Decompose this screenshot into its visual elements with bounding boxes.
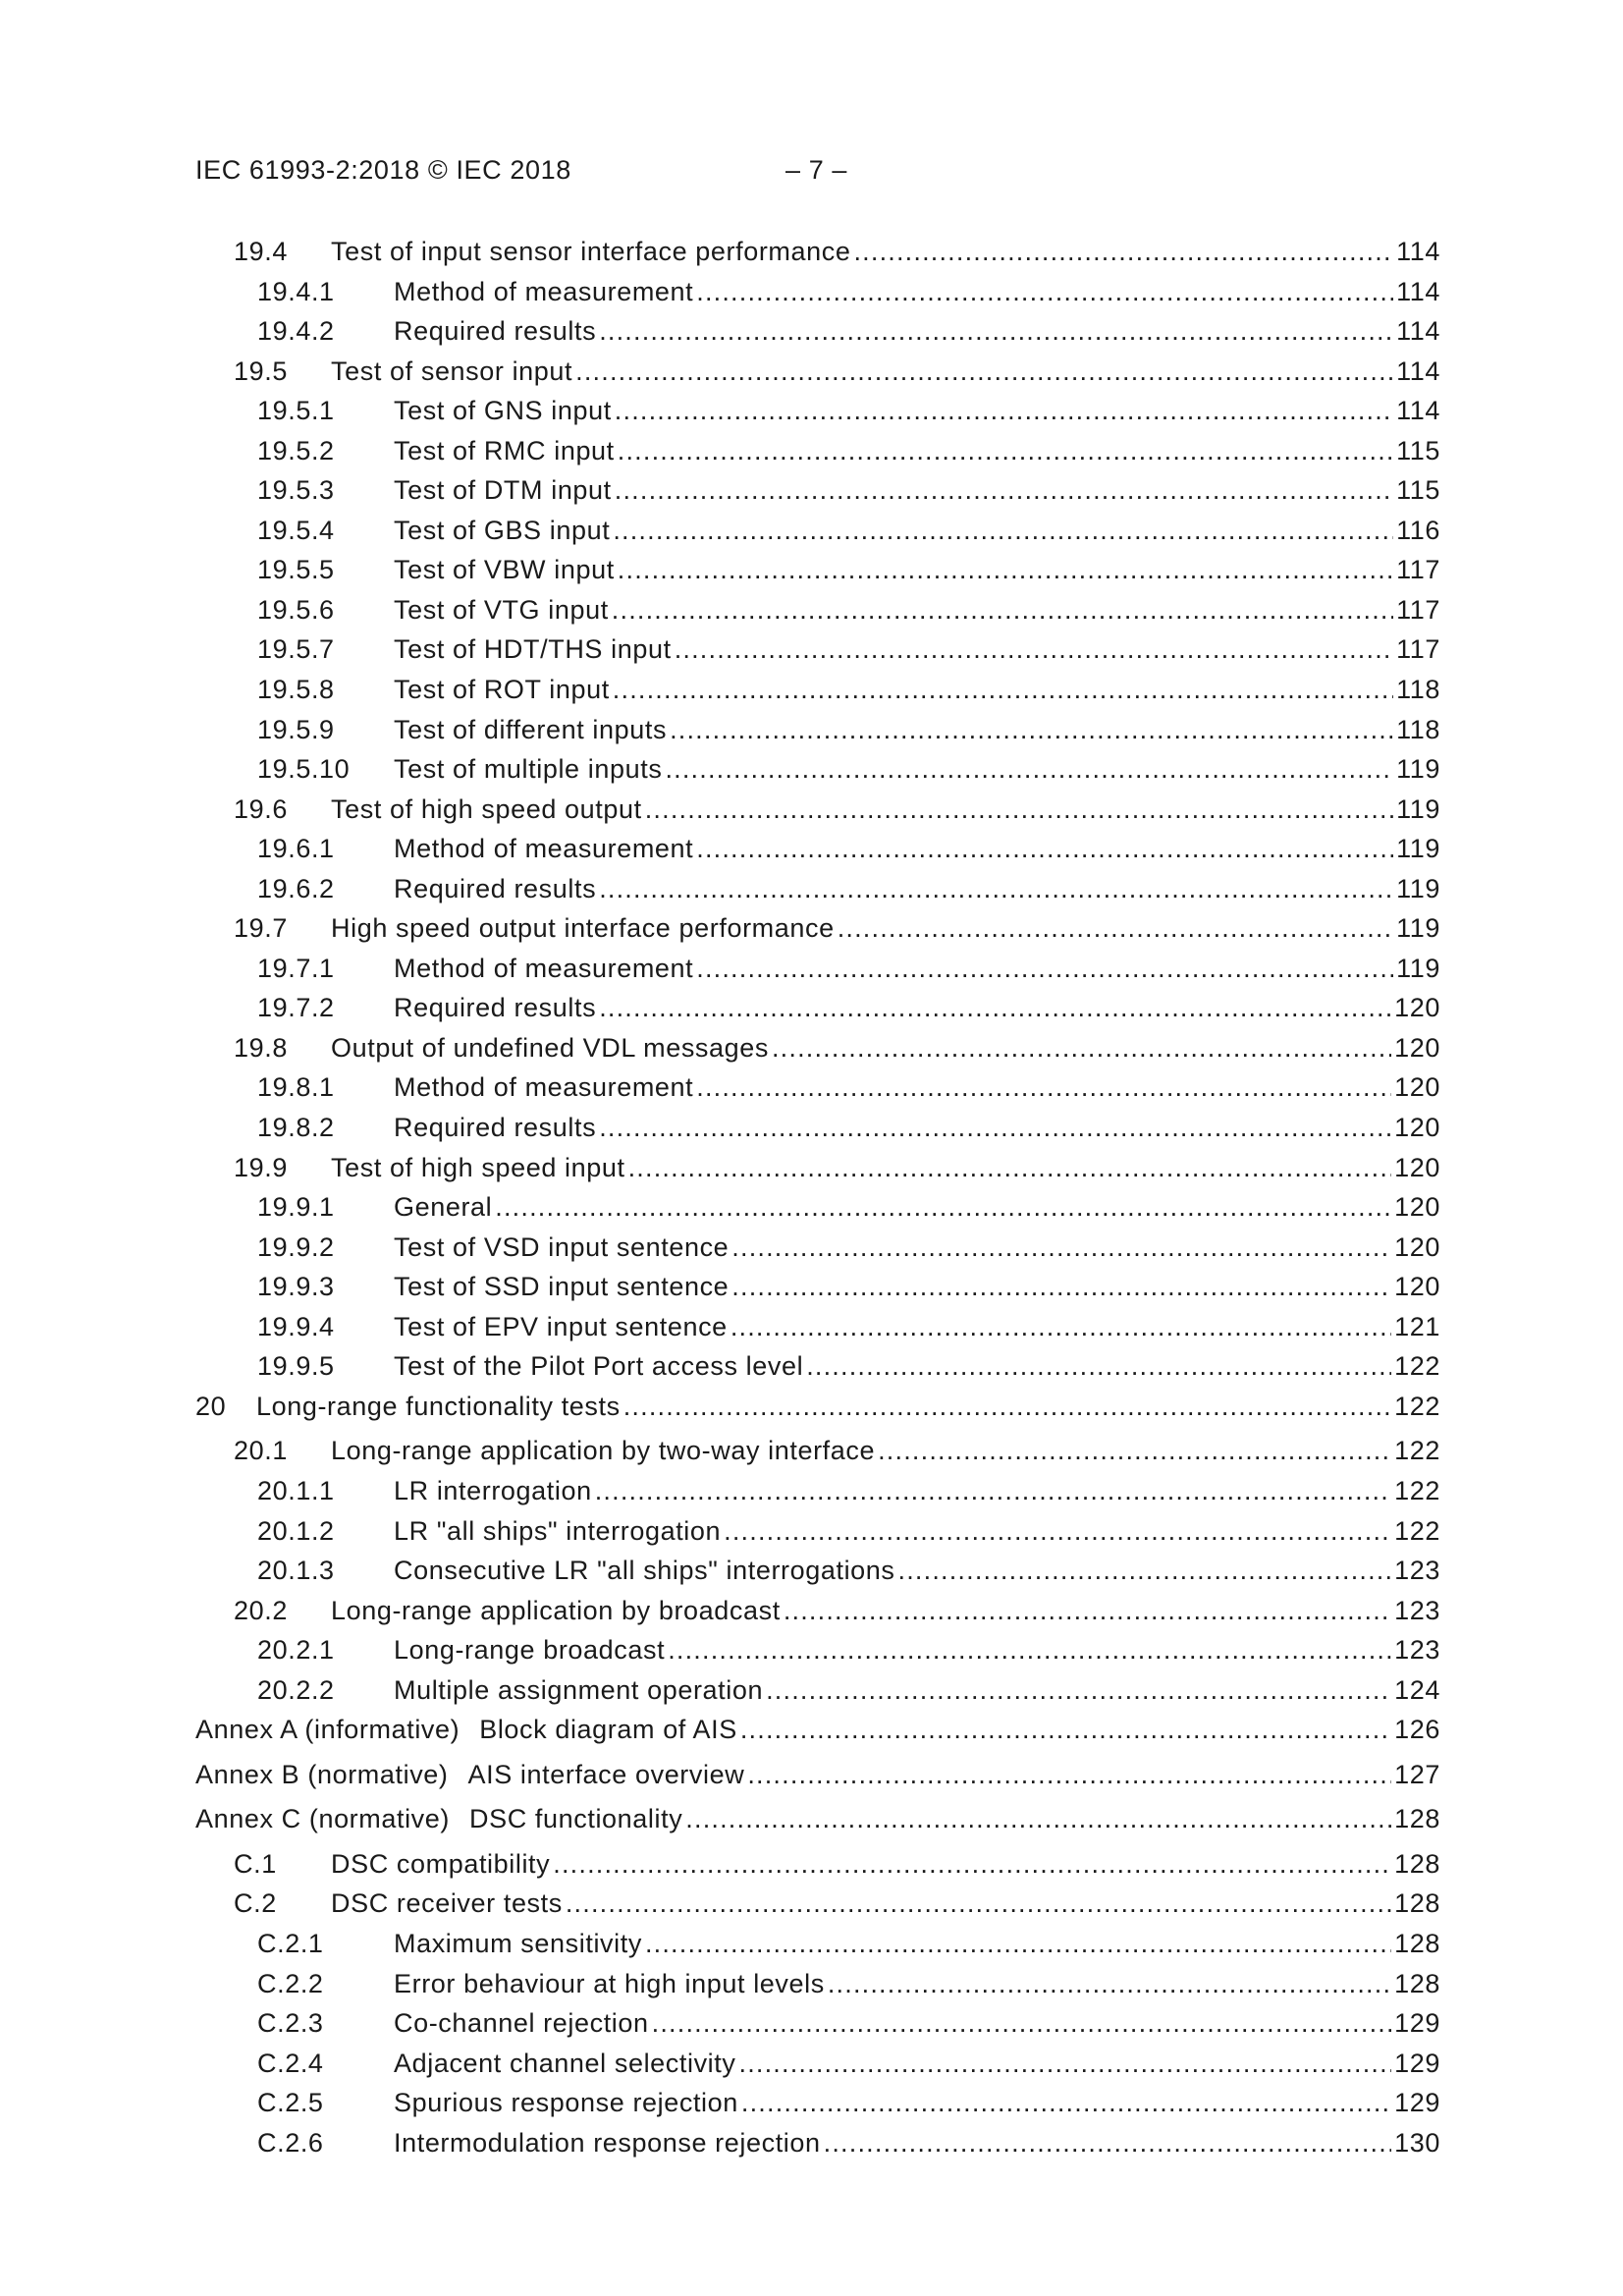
toc-entry-page: 119 <box>1396 793 1440 824</box>
toc-entry[interactable] <box>195 749 1440 790</box>
toc-entry[interactable] <box>195 311 1440 352</box>
toc-entry-page: 128 <box>1394 1848 1440 1879</box>
toc-entry-number: 20.2.1 <box>257 1635 335 1666</box>
toc-entry-title: Long-range application by broadcast <box>331 1595 781 1625</box>
toc-entry-page: 120 <box>1394 1113 1440 1143</box>
toc-entry[interactable] <box>195 1267 1440 1307</box>
toc-entry[interactable] <box>195 1387 1440 1427</box>
toc-entry-number: 19.5.2 <box>257 435 335 465</box>
toc-entry-number: 19.6.1 <box>257 834 335 864</box>
toc-entry-title: Consecutive LR "all ships" interrogations <box>394 1556 895 1586</box>
toc-dot-leader <box>747 1755 1391 1795</box>
toc-entry-title: Method of measurement <box>394 834 694 864</box>
toc-entry-number: C.2.6 <box>257 2127 324 2158</box>
toc-entry-title: Test of EPV input sentence <box>394 1311 728 1341</box>
toc-entry-page: 122 <box>1394 1351 1440 1382</box>
toc-entry[interactable] <box>195 1630 1440 1670</box>
toc-dot-leader <box>599 311 1393 352</box>
toc-entry-title: Co-channel rejection <box>394 2008 649 2039</box>
toc-entry[interactable] <box>195 352 1440 392</box>
toc-entry-title: Test of VTG input <box>394 594 609 625</box>
toc-entry-title: Maximum sensitivity <box>394 1928 642 1958</box>
toc-entry-number: 20.1.2 <box>257 1515 335 1546</box>
toc-entry-page: 114 <box>1396 237 1440 266</box>
toc-dot-leader <box>878 1431 1391 1471</box>
toc-dot-leader <box>553 1844 1391 1885</box>
toc-dot-leader <box>766 1670 1391 1711</box>
toc-entry-number: 19.8.2 <box>257 1113 335 1143</box>
toc-entry[interactable] <box>195 1710 1440 1750</box>
toc-entry-page: 117 <box>1396 555 1440 585</box>
toc-entry-title: LR "all ships" interrogation <box>394 1515 722 1546</box>
toc-dot-leader <box>645 1924 1391 1964</box>
toc-entry-title: DSC receiver tests <box>331 1888 563 1919</box>
toc-entry-number: 19.5.1 <box>257 396 335 426</box>
toc-entry-title: AIS interface overview <box>467 1759 745 1789</box>
toc-dot-leader <box>740 1710 1391 1750</box>
toc-entry[interactable] <box>195 1067 1440 1108</box>
toc-dot-leader <box>623 1387 1391 1427</box>
toc-entry-number: C.2.4 <box>257 2048 324 2078</box>
toc-entry[interactable] <box>195 1884 1440 1924</box>
toc-dot-leader <box>652 2003 1392 2044</box>
toc-entry-number: 20.1 <box>234 1436 288 1466</box>
toc-dot-leader <box>784 1591 1391 1631</box>
toc-dot-leader <box>612 590 1393 630</box>
toc-dot-leader <box>772 1028 1391 1068</box>
toc-entry[interactable] <box>195 1228 1440 1268</box>
toc-dot-leader <box>566 1884 1391 1924</box>
toc-entry-title: Test of multiple inputs <box>394 754 663 785</box>
toc-entry-page: 120 <box>1394 1152 1440 1182</box>
toc-entry-title: Test of input sensor interface performance <box>331 237 851 266</box>
toc-entry-page: 121 <box>1394 1311 1440 1341</box>
toc-entry[interactable] <box>195 1844 1440 1885</box>
toc-entry-page: 117 <box>1396 634 1440 665</box>
toc-entry[interactable] <box>195 1591 1440 1631</box>
toc-entry-number: 19.7 <box>234 913 288 944</box>
toc-entry-title: DSC compatibility <box>331 1848 551 1879</box>
toc-entry[interactable] <box>195 232 1440 272</box>
toc-entry-page: 116 <box>1396 515 1440 545</box>
toc-dot-leader <box>696 272 1393 312</box>
toc-dot-leader <box>898 1551 1392 1591</box>
toc-dot-leader <box>685 1799 1391 1839</box>
toc-dot-leader <box>575 352 1393 392</box>
toc-entry-number: 19.6.2 <box>257 873 335 903</box>
toc-entry-number: 19.5.5 <box>257 555 335 585</box>
toc-entry-page: 126 <box>1394 1715 1440 1745</box>
toc-entry-title: Test of VBW input <box>394 555 615 585</box>
toc-entry[interactable] <box>195 949 1440 989</box>
toc-entry[interactable] <box>195 710 1440 750</box>
toc-entry-number: 19.5.10 <box>257 754 351 785</box>
toc-entry[interactable] <box>195 1187 1440 1228</box>
toc-entry-number: Annex B (normative) <box>195 1759 449 1789</box>
toc-dot-leader <box>731 1267 1391 1307</box>
toc-entry-page: 119 <box>1396 953 1440 983</box>
toc-entry[interactable] <box>195 1431 1440 1471</box>
toc-entry[interactable] <box>195 391 1440 431</box>
toc-entry-page: 129 <box>1394 2048 1440 2078</box>
toc-dot-leader <box>806 1346 1391 1387</box>
toc-entry-page: 114 <box>1396 396 1440 426</box>
toc-entry[interactable] <box>195 272 1440 312</box>
toc-entry-page: 128 <box>1394 1968 1440 1998</box>
toc-entry-page: 128 <box>1394 1804 1440 1834</box>
toc-dot-leader <box>696 829 1393 869</box>
toc-entry-title: LR interrogation <box>394 1475 592 1505</box>
toc-entry-page: 123 <box>1394 1556 1440 1586</box>
toc-entry-number: 19.5.3 <box>257 475 335 506</box>
toc-entry-title: Test of DTM input <box>394 475 612 506</box>
toc-dot-leader <box>665 749 1393 790</box>
toc-entry-number: C.2 <box>234 1888 277 1919</box>
toc-entry-title: Required results <box>394 993 597 1023</box>
toc-entry[interactable] <box>195 2044 1440 2084</box>
toc-entry[interactable] <box>195 1108 1440 1148</box>
toc-entry[interactable] <box>195 790 1440 830</box>
toc-dot-leader <box>495 1187 1391 1228</box>
toc-entry-number: 19.6 <box>234 793 288 824</box>
toc-entry-title: Error behaviour at high input levels <box>394 1968 825 1998</box>
toc-entry[interactable] <box>195 1924 1440 1964</box>
toc-entry-title: Long-range application by two-way interface <box>331 1436 876 1466</box>
toc-entry[interactable] <box>195 869 1440 909</box>
toc-dot-leader <box>618 431 1393 471</box>
toc-entry-page: 120 <box>1394 1072 1440 1103</box>
toc-entry-number: 19.5 <box>234 355 288 386</box>
toc-entry-title: Block diagram of AIS <box>479 1715 737 1745</box>
toc-entry-number: 20 <box>195 1391 227 1421</box>
toc-dot-leader <box>730 1307 1391 1347</box>
toc-dot-leader <box>599 869 1393 909</box>
document-id: IEC 61993-2:2018 © IEC 2018 <box>195 155 571 185</box>
toc-entry[interactable] <box>195 1964 1440 2004</box>
toc-entry-number: 19.8 <box>234 1032 288 1063</box>
toc-entry[interactable] <box>195 908 1440 949</box>
toc-dot-leader <box>731 1228 1391 1268</box>
toc-entry-title: Long-range functionality tests <box>256 1391 621 1421</box>
toc-entry-number: 19.7.1 <box>257 953 335 983</box>
toc-dot-leader <box>838 908 1393 949</box>
toc-entry-number: 19.7.2 <box>257 993 335 1023</box>
toc-entry[interactable] <box>195 1551 1440 1591</box>
toc-entry-number: C.2.3 <box>257 2008 324 2039</box>
toc-entry-page: 123 <box>1394 1595 1440 1625</box>
toc-entry[interactable] <box>195 1028 1440 1068</box>
toc-entry-page: 120 <box>1394 993 1440 1023</box>
toc-entry[interactable] <box>195 670 1440 710</box>
toc-entry[interactable] <box>195 2123 1440 2163</box>
toc-entry-number: 19.5.8 <box>257 675 335 705</box>
toc-entry-title: Test of different inputs <box>394 714 668 744</box>
toc-entry-title: Spurious response rejection <box>394 2088 738 2118</box>
toc-entry-page: 120 <box>1394 1272 1440 1302</box>
toc-dot-leader <box>675 629 1393 670</box>
toc-entry-number: C.1 <box>234 1848 277 1879</box>
toc-dot-leader <box>670 710 1393 750</box>
toc-entry[interactable] <box>195 1511 1440 1552</box>
toc-entry-title: Test of ROT input <box>394 675 610 705</box>
toc-dot-leader <box>828 1964 1391 2004</box>
toc-entry[interactable] <box>195 1307 1440 1347</box>
toc-entry[interactable] <box>195 590 1440 630</box>
toc-entry-number: 19.9.3 <box>257 1272 335 1302</box>
toc-entry[interactable] <box>195 511 1440 551</box>
toc-entry-title: Long-range broadcast <box>394 1635 666 1666</box>
toc-entry-number: 20.1.3 <box>257 1556 335 1586</box>
toc-entry-title: Test of GBS input <box>394 515 611 545</box>
toc-dot-leader <box>613 511 1393 551</box>
toc-entry-title: Test of VSD input sentence <box>394 1231 730 1262</box>
toc-entry-title: General <box>394 1192 493 1223</box>
toc-entry-number: 19.9 <box>234 1152 288 1182</box>
table-of-contents <box>195 232 1440 2162</box>
toc-entry-title: High speed output interface performance <box>331 913 835 944</box>
toc-entry-number: 19.4.2 <box>257 316 335 347</box>
toc-entry-page: 120 <box>1394 1032 1440 1063</box>
toc-entry-title: Required results <box>394 1113 597 1143</box>
toc-entry-page: 122 <box>1394 1391 1440 1421</box>
toc-entry[interactable] <box>195 1670 1440 1711</box>
toc-entry-number: 19.9.2 <box>257 1231 335 1262</box>
toc-dot-leader <box>668 1630 1391 1670</box>
toc-entry-title: Multiple assignment operation <box>394 1674 764 1705</box>
toc-entry-title: Test of SSD input sentence <box>394 1272 730 1302</box>
toc-entry-number: Annex A (informative) <box>195 1715 460 1745</box>
toc-entry-page: 114 <box>1396 316 1440 347</box>
toc-entry[interactable] <box>195 431 1440 471</box>
toc-entry-page: 124 <box>1394 1674 1440 1705</box>
toc-entry-page: 122 <box>1394 1475 1440 1505</box>
toc-entry[interactable] <box>195 1148 1440 1188</box>
toc-entry[interactable] <box>195 2003 1440 2044</box>
toc-dot-leader <box>595 1471 1391 1511</box>
toc-entry-page: 122 <box>1394 1515 1440 1546</box>
toc-entry-title: Test of high speed output <box>331 793 642 824</box>
toc-entry-page: 129 <box>1394 2088 1440 2118</box>
toc-entry-number: 20.2.2 <box>257 1674 335 1705</box>
toc-entry-page: 119 <box>1396 834 1440 864</box>
toc-entry-title: Adjacent channel selectivity <box>394 2048 736 2078</box>
toc-entry-title: Intermodulation response rejection <box>394 2127 821 2158</box>
toc-entry-page: 120 <box>1394 1231 1440 1262</box>
toc-entry-number: 19.5.6 <box>257 594 335 625</box>
toc-entry[interactable] <box>195 988 1440 1028</box>
toc-entry-title: Test of GNS input <box>394 396 612 426</box>
toc-entry-number: 19.5.4 <box>257 515 335 545</box>
toc-entry-number: C.2.2 <box>257 1968 324 1998</box>
toc-entry-page: 128 <box>1394 1888 1440 1919</box>
toc-entry-title: Test of high speed input <box>331 1152 625 1182</box>
toc-entry[interactable] <box>195 550 1440 590</box>
toc-entry-page: 118 <box>1396 675 1440 705</box>
toc-entry-title: Output of undefined VDL messages <box>331 1032 769 1063</box>
toc-entry[interactable] <box>195 829 1440 869</box>
toc-entry-number: 19.9.1 <box>257 1192 335 1223</box>
toc-entry-number: 19.5.9 <box>257 714 335 744</box>
toc-entry-page: 115 <box>1396 435 1440 465</box>
toc-entry-number: 20.1.1 <box>257 1475 335 1505</box>
toc-entry-page: 127 <box>1394 1759 1440 1789</box>
toc-dot-leader <box>724 1511 1391 1552</box>
toc-dot-leader <box>618 550 1393 590</box>
toc-entry-title: Test of HDT/THS input <box>394 634 672 665</box>
toc-dot-leader <box>696 949 1393 989</box>
toc-dot-leader <box>615 391 1393 431</box>
toc-entry-title: Method of measurement <box>394 953 694 983</box>
toc-entry-page: 128 <box>1394 1928 1440 1958</box>
toc-entry-title: Method of measurement <box>394 276 694 306</box>
toc-entry-page: 117 <box>1396 594 1440 625</box>
toc-entry-page: 129 <box>1394 2008 1440 2039</box>
toc-entry-page: 119 <box>1396 913 1440 944</box>
toc-entry-page: 115 <box>1396 475 1440 506</box>
toc-dot-leader <box>696 1067 1391 1108</box>
page-number: – 7 – <box>785 155 848 185</box>
toc-dot-leader <box>645 790 1393 830</box>
toc-dot-leader <box>599 988 1391 1028</box>
toc-entry-page: 119 <box>1396 873 1440 903</box>
toc-entry[interactable] <box>195 1346 1440 1387</box>
toc-entry[interactable] <box>195 1755 1440 1795</box>
toc-entry-title: Test of the Pilot Port access level <box>394 1351 804 1382</box>
toc-entry-number: 19.4 <box>234 237 288 266</box>
toc-entry[interactable] <box>195 1471 1440 1511</box>
toc-entry-title: DSC functionality <box>469 1804 683 1834</box>
toc-entry-number: 19.9.5 <box>257 1351 335 1382</box>
toc-dot-leader <box>824 2123 1391 2163</box>
toc-entry-title: Method of measurement <box>394 1072 694 1103</box>
toc-entry-page: 122 <box>1394 1436 1440 1466</box>
toc-entry-number: Annex C (normative) <box>195 1804 450 1834</box>
toc-entry-title: Required results <box>394 873 597 903</box>
toc-dot-leader <box>628 1148 1392 1188</box>
toc-dot-leader <box>599 1108 1391 1148</box>
toc-entry[interactable] <box>195 2083 1440 2123</box>
toc-entry-number: 19.5.7 <box>257 634 335 665</box>
toc-entry-number: 19.4.1 <box>257 276 335 306</box>
toc-entry[interactable] <box>195 470 1440 511</box>
toc-entry-title: Test of sensor input <box>331 355 573 386</box>
toc-entry-page: 120 <box>1394 1192 1440 1223</box>
toc-entry-number: 20.2 <box>234 1595 288 1625</box>
toc-entry-page: 123 <box>1394 1635 1440 1666</box>
toc-entry-page: 119 <box>1396 754 1440 785</box>
toc-dot-leader <box>853 232 1393 272</box>
toc-dot-leader <box>615 470 1393 511</box>
toc-dot-leader <box>741 2083 1391 2123</box>
toc-entry-page: 114 <box>1396 276 1440 306</box>
toc-dot-leader <box>613 670 1393 710</box>
toc-entry-page: 130 <box>1394 2127 1440 2158</box>
toc-entry-title: Test of RMC input <box>394 435 615 465</box>
toc-entry-number: C.2.1 <box>257 1928 324 1958</box>
toc-entry-title: Required results <box>394 316 597 347</box>
toc-entry-number: 19.8.1 <box>257 1072 335 1103</box>
toc-entry-number: 19.9.4 <box>257 1311 335 1341</box>
toc-entry[interactable] <box>195 1799 1440 1839</box>
toc-entry-page: 114 <box>1396 355 1440 386</box>
toc-dot-leader <box>739 2044 1392 2084</box>
toc-entry[interactable] <box>195 629 1440 670</box>
toc-entry-page: 118 <box>1396 714 1440 744</box>
toc-entry-number: C.2.5 <box>257 2088 324 2118</box>
